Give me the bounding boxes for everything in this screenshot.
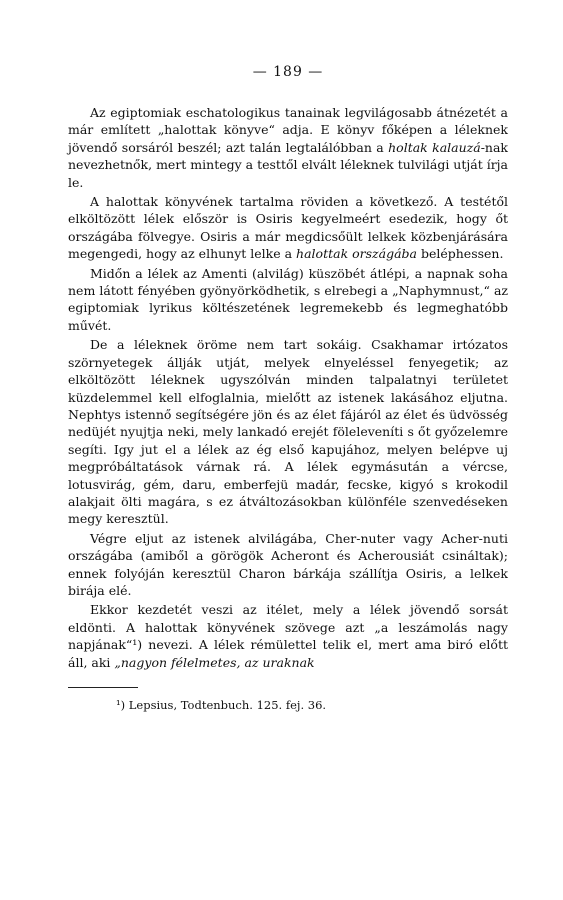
footnote-text: Lepsius, Todtenbuch. 125. fej. 36. xyxy=(125,698,327,712)
footnote-marker: ¹) xyxy=(116,698,126,712)
paragraph-text: beléphessen. xyxy=(416,246,504,262)
paragraph-text: -nak nevezhetnők, mert mintegy a testtől elvált léleknek tulvilági utját írja le. xyxy=(68,139,508,190)
paragraph-text: Az egiptomiak eschatologikus tanainak legvilágosabb átnézetét a már említett „halottak könyve“ adja. E könyv főképen a léleknek jövendő sorsáról beszél; azt talán legtalálóbban a xyxy=(68,105,508,155)
paragraph-text: De a léleknek öröme nem tart sokáig. Csakhamar irtózatos szörnyetegek állják utját, melyek elnyeléssel fenyegetik; az elköltözött léleknek ugyszólván minden talpalatnyi területet küzdelemmel kell elfoglalnia, mielőtt az istenek lakásához eljutna. Nephtys istennő segítségére jön és az élet fájáról az élet és üdvösség nedüjét nyujtja neki, mely lankadó erejét föleleveníti s őt győzelemre segíti. Igy jut el a lélek az ég első kapujához, melyen belépve uj megpróbáltatások várnak rá. A lélek egymásután a vércse, lotusvirág, gém, daru, emberfejü madár, fecske, kigyó s krokodil alakjait ölti magára, s ez átváltozásokban különféle szenvedéseken megy keresztül. xyxy=(68,337,508,527)
book-page xyxy=(68,64,508,712)
paragraph xyxy=(68,601,508,671)
paragraph xyxy=(68,530,508,600)
footnote xyxy=(68,698,508,712)
paragraph xyxy=(68,104,508,191)
paragraph xyxy=(68,193,508,263)
italic-text: „nagyon félelmetes, az uraknak xyxy=(114,654,315,670)
paragraph-text: Végre eljut az istenek alvilágába, Cher-nuter vagy Acher-nuti országába (amiből a görögök Acheront és Acherousiát csináltak); ennek folyóján keresztül Charon bárkája szállítja Osiris, a lelkek birája elé. xyxy=(68,530,508,598)
paragraph-text: Ekkor kezdetét veszi az itélet, mely a lélek jövendő sorsát eldönti. A halottak könyvének szövege azt „a leszámolás nagy napjának“¹) nevezi. A lélek rémülettel telik el, mert ama biró előtt áll, aki xyxy=(68,602,508,670)
paragraph-text: A halottak könyvének tartalma röviden a következő. A testétől elköltözött lélek először is Osiris kegyelmeért esedezik, hogy őt országába fölvegye. Osiris a már megdicsőült lelkek közbenjárására megengedi, hogy az elhunyt lelke a xyxy=(68,194,508,262)
paragraph xyxy=(68,336,508,527)
page-number: — 189 — xyxy=(252,64,324,80)
paragraph-text: Midőn a lélek az Amenti (alvilág) küszöbét átlépi, a napnak soha nem látott fényében gyönyörködhetik, s elrebegi a „Naphymnust,“ az egiptomiak lyrikus költészetének legremekebb és legmeghatóbb művét. xyxy=(68,265,508,333)
italic-text: halottak országába xyxy=(296,246,417,262)
italic-text: holtak kalauzá xyxy=(388,139,481,155)
body-text xyxy=(68,104,508,671)
footnote-divider xyxy=(68,687,138,688)
paragraph xyxy=(68,265,508,335)
